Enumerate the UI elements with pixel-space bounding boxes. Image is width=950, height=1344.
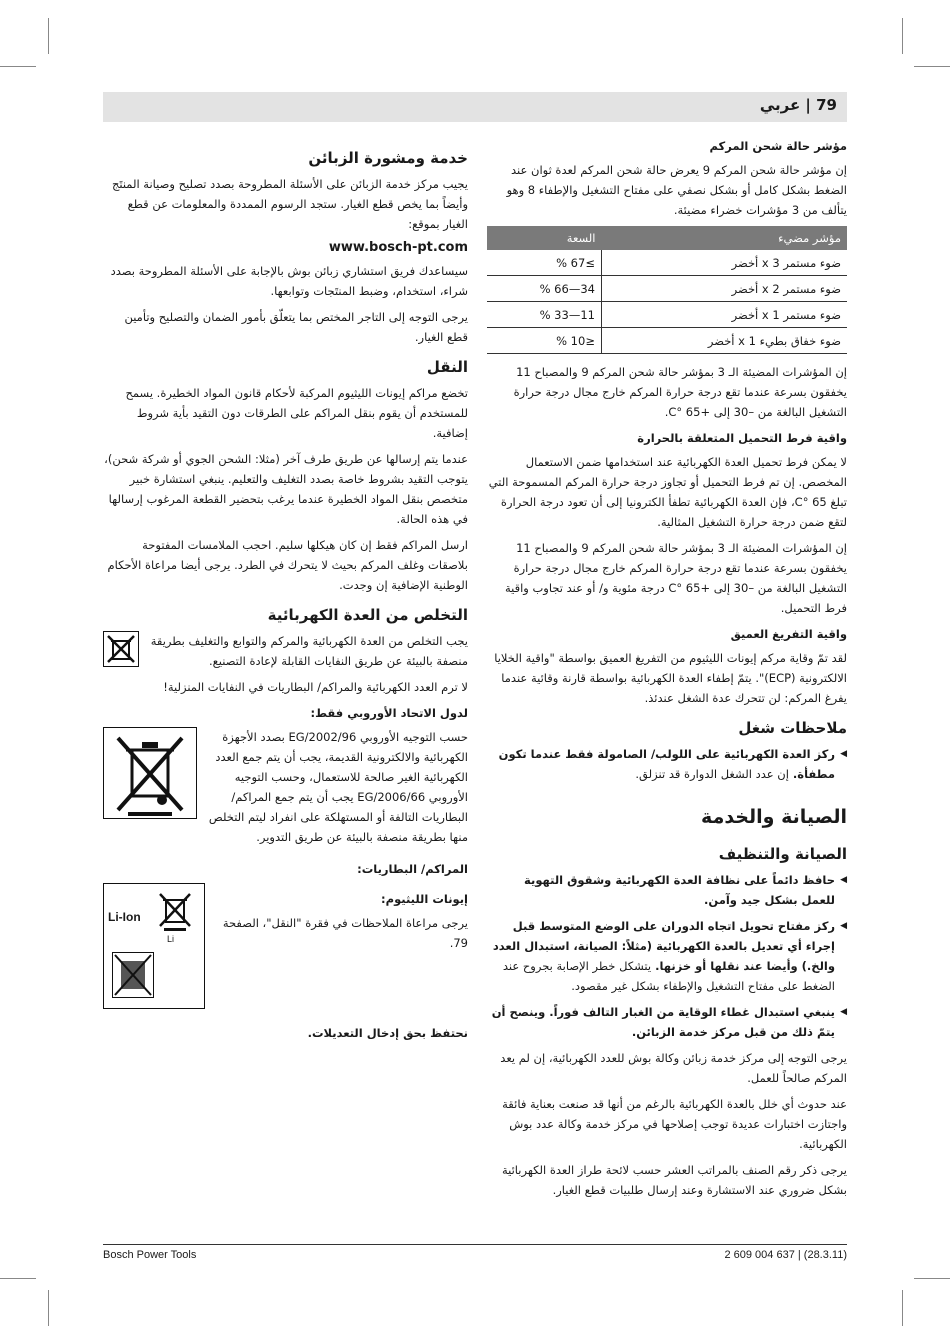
- transport-heading: النقل: [426, 358, 468, 376]
- transport-text: ارسل المراكم فقط إن كان هيكلها سليم. احجب الملامسات المفتوحة بلاصقات وغلف المركم بحيث لا يتحرك في الطرد. يرجى أيضا مراعاة الأحكام الوطنية الإضافية إن وجدت.: [107, 538, 468, 592]
- charge-table: [487, 226, 847, 354]
- table-cell: ≤10 %: [487, 328, 601, 354]
- cleaning-bullet: ◀ ينبغي استبدال غطاء الوقاية من الغبار التالف فوراً. وينصح أن يتمّ ذلك من قبل مركز خدمة الزبائن.: [487, 1002, 847, 1042]
- bullet-normal: يتشكل خطر الإصابة بجروح عند الضغط على مفتاح التشغيل والإطفاء بشكل غير مقصود.: [502, 959, 835, 993]
- li-label: Li: [167, 934, 175, 944]
- crop-mark: [48, 1290, 49, 1326]
- transport-text: عندما يتم إرسالها عن طريق طرف آخر (مثلا: الشحن الجوي أو شركة شحن)، يتوجب التقيد بشروط خاصة بصدد التغليف والتعليم. ينبغي استشارة خبير متخصص بنقل المواد الخطيرة عندما يرغب بتحضير القطعة المرغوب إرسالها في هذه الحالة.: [104, 452, 468, 526]
- liion-row: [103, 883, 468, 1009]
- customer-service-heading: خدمة ومشورة الزبائن: [308, 149, 468, 167]
- eu-heading: لدول الاتحاد الأوروبي فقط:: [310, 706, 468, 720]
- deep-discharge-heading: واقية التفريغ العميق: [730, 627, 847, 641]
- page-footer: [103, 1244, 847, 1261]
- table-cell: ≥67 %: [487, 250, 601, 276]
- cleaning-text: يرجى التوجه إلى مركز خدمة زبائن وكالة بوش للعدد الكهربائية، إن لم يعد المركم صالحاً للعمل.: [500, 1051, 847, 1085]
- right-column: [487, 130, 847, 1206]
- dealer-text: يرجى التوجه إلى التاجر المختص بما يتعلّق بأمور الضمان والتصليح وتأمين قطع الغيار.: [124, 310, 468, 344]
- table-row: [487, 302, 847, 328]
- crossed-bin-icon: [103, 631, 139, 667]
- work-notes-heading: ملاحظات شغل: [738, 719, 847, 737]
- disposal-text: يجب التخلص من العدة الكهربائية والمركم والتوابع والتغليف بطريقة منصفة بالبيئة عن طريق النفايات القابلة لإعادة التصنيع.: [150, 634, 468, 668]
- website-link[interactable]: www.bosch-pt.com: [328, 240, 468, 255]
- cleaning-text: يرجى ذكر رقم الصنف بالمراتب العشر حسب لائحة طراز العدة الكهربائية بشكل ضروري عند الاستشارة وعند إرسال طلبيات قطع الغيار.: [501, 1163, 847, 1197]
- table-cell: 11—33 %: [487, 302, 601, 328]
- cleaning-heading: الصيانة والتنظيف: [718, 845, 847, 863]
- liion-text-block: [213, 883, 468, 959]
- charge-heading: مؤشر حالة شحن المركم: [709, 139, 847, 153]
- table-cell: 34—66 %: [487, 276, 601, 302]
- liion-text: يرجى مراعاة الملاحظات في فقرة "النقل"، الصفحة 79.: [222, 916, 468, 950]
- eu-row: [103, 727, 468, 853]
- thermal-text: إن المؤشرات المضيئة الـ 3 بمؤشر حالة شحن المركم 9 والمصباح 11 يخفقون بسرعة عندما تقع درجة حرارة المركم خارج مجال درجة حرارة التشغيل البالغة من –30 إلى +65 °C درجة مئوية و/ أو عند تجاوب واقية فرط التحميل.: [504, 541, 847, 615]
- page-number: 79 | عربي: [759, 96, 837, 114]
- footer-brand: Bosch Power Tools: [103, 1249, 197, 1261]
- transport-text: تخضع مراكم إيونات الليثيوم المركبة لأحكام قانون المواد الخطيرة. يسمح للمستخدم أن يقوم بنقل المراكم على الطرقات دون التقيد بأية شروط إضافية.: [125, 386, 468, 440]
- table-header: مؤشر مضيء: [601, 226, 847, 250]
- thermal-heading: واقية فرط التحميل المتعلقة بالحرارة: [637, 431, 847, 445]
- bullet-bold: ركز مفتاح تحويل اتجاه الدوران على الوضع المتوسط قبل إجراء أي تعديل بالعدة الكهربائية (مثلاً: الصيانة، استبدال العدد والخ.) وأيضا عند نقلها أو خزنها.: [492, 919, 835, 973]
- left-column: [103, 138, 468, 1049]
- liion-label: Li-Ion: [108, 910, 141, 924]
- disposal-warning: لا ترم العدد الكهربائية والمراكم/ البطاريات في النفايات المنزلية!: [163, 680, 468, 694]
- table-row: [487, 328, 847, 354]
- disposal-row: [103, 631, 468, 677]
- reserved-notice: نحتفظ بحق إدخال التعديلات.: [307, 1026, 468, 1040]
- crop-mark: [902, 1290, 903, 1326]
- thermal-text: لا يمكن فرط تحميل العدة الكهربائية عند استخدامها ضمن الاستعمال المخصص. إن تم فرط التحميل أو تجاوز درجة حرارة المركم المسموحة التي تبلغ 65 °C، فإن العدة الكهربائية تطفأ الكترونيا إلى أن تعود درجة الحرارة لتقع ضمن درجة حرارة التشغيل المثالية.: [488, 455, 847, 529]
- table-row: [487, 276, 847, 302]
- charge-text: إن مؤشر حالة شحن المركم 9 يعرض حالة شحن المركم لعدة ثوان عند الضغط بشكل كامل أو بشكل نصفي على مفتاح التشغيل والإطفاء 8 وهو يتألف من 3 مؤشرات خضراء مضيئة.: [506, 163, 847, 217]
- page-header: [103, 92, 847, 122]
- batteries-heading: المراكم/ البطاريات:: [357, 862, 468, 876]
- service-heading: الصيانة والخدمة: [701, 806, 847, 828]
- crop-mark: [914, 66, 950, 67]
- cleaning-text: عند حدوث أي خلل بالعدة الكهربائية بالرغم من أنها قد صنعت بعناية فائقة واجتازت اختبارات عديدة توجب إصلاحها في مركز خدمة وكالة عدد بوش الكهربائية.: [502, 1097, 847, 1151]
- table-note: إن المؤشرات المضيئة الـ 3 بمؤشر حالة شحن المركم 9 والمصباح 11 يخفقون بسرعة عندما تقع درجة حرارة المركم خارج مجال درجة حرارة التشغيل البالغة من –30 إلى +65 °C.: [513, 365, 847, 419]
- work-bullet: [487, 744, 847, 784]
- crop-mark: [0, 66, 36, 67]
- bullet-normal: إن عدد الشغل الدوارة قد تنزلق.: [635, 767, 789, 781]
- advice-text: سيساعدك فريق استشاري زبائن بوش بالإجابة على الأسئلة المطروحة بصدد شراء، استخدام، وضبط المنتَجات وتوابعها.: [110, 264, 468, 298]
- crop-mark: [914, 1278, 950, 1279]
- table-header: السعة: [487, 226, 601, 250]
- crop-mark: [0, 1278, 36, 1279]
- crop-mark: [48, 18, 49, 54]
- cleaning-bullet: ◀ حافظ دائماً على نظافة العدة الكهربائية وشقوق التهوية للعمل بشكل جيد وآمن.: [487, 870, 847, 910]
- table-cell: ضوء مستمر x 3 أخضر: [601, 250, 847, 276]
- table-cell: ضوء مستمر x 2 أخضر: [601, 276, 847, 302]
- crossed-bin-battery-icon: [154, 890, 196, 938]
- deep-discharge-text: لقد تمّ وقاية مركم إيونات الليثيوم من التفريغ العميق بواسطة "واقية الخلايا الالكترونية (ECP)". يتمّ إطفاء العدة الكهربائية بواسطة قارنة وقائية عندما يفرغ المركم: لن تتحرك عدة الشغل عندئذ.: [494, 651, 847, 705]
- table-cell: ضوء مستمر x 1 أخضر: [601, 302, 847, 328]
- bullet-bold: ركز العدة الكهربائية على اللولب/ الصامولة فقط عندما تكون مطفأة.: [498, 747, 835, 781]
- disposal-heading: التخلص من العدة الكهربائية: [267, 606, 468, 624]
- crossed-bin-large-icon: [103, 727, 197, 819]
- crop-mark: [902, 18, 903, 54]
- table-row: [487, 250, 847, 276]
- eu-text: حسب التوجيه الأوروبي 2002/96/EG بصدد الأجهزة الكهربائية والالكترونية القديمة، يجب أن يتم جمع العدد الكهربائية الغير صالحة للاستعمال، وحسب التوجيه الأوروبي 2006/66/EG يجب أن يتم جمع المراكم/ البطاريات التالفة أو المستهلكة على انفراد ليتم التخلص منها بطريقة منصفة بالبيئة عن طريق التدوير.: [208, 730, 468, 844]
- customer-service-text: يجيب مركز خدمة الزبائن على الأسئلة المطروحة بصدد تصليح وصيانة المنتَج وأيضاً بما يخص قطع الغيار. ستجد الرسوم الممددة والمعلومات عن قطع الغيار بموقع:: [111, 177, 468, 231]
- cleaning-bullet: [487, 916, 847, 996]
- battery-recycle-icon: [112, 952, 154, 998]
- footer-docnum: 2 609 004 637 | (28.3.11): [724, 1249, 847, 1261]
- liion-heading: إيونات الليثيوم:: [381, 892, 468, 906]
- table-cell: ضوء خفاق بطيء x 1 أخضر: [601, 328, 847, 354]
- liion-symbol: [103, 883, 205, 1009]
